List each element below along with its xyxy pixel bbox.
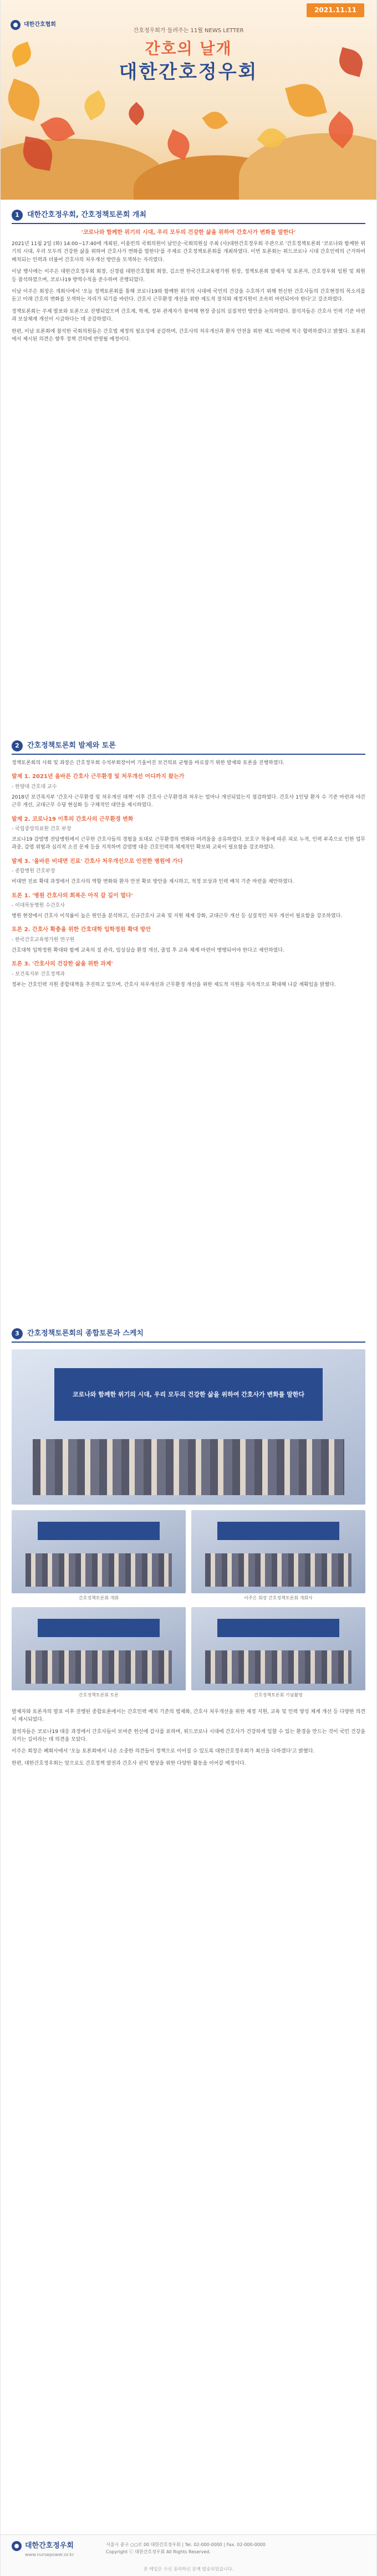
topic-presenter: - 이대목동병원 수간호사 bbox=[12, 903, 65, 909]
paragraph: 이날 행사에는 이주은 대한간호정우회 회장, 신경림 대한간호협회 회장, 김소연 한국간호교육평가원 원장, 정책토론회 발제자 및 토론자, 간호정우회 임원 및 회원 등 참석하였으며, 코로나19 방역수칙을 준수하며 진행되었다. bbox=[12, 269, 365, 283]
footer-note: 본 메일은 수신 동의하신 분께 발송되었습니다. bbox=[143, 2566, 234, 2572]
newsletter-label: 간호정우회가 들려주는 11월 NEWS LETTER bbox=[133, 28, 244, 34]
event-photo bbox=[191, 1607, 365, 1690]
topic-presenter: - 보건복지부 간호정책과 bbox=[12, 971, 65, 977]
event-banner: 코로나와 함께한 위기의 시대, 우리 모두의 건강한 삶을 위하여 간호사가 변화를 말한다 bbox=[54, 1368, 323, 1421]
photo-item bbox=[191, 1607, 365, 1699]
section-number: 2 bbox=[12, 740, 23, 751]
footer-url-link[interactable]: www.nursepower.or.kr bbox=[25, 2552, 74, 2558]
issue-date-badge: 2021.11.11 bbox=[307, 3, 364, 17]
photo-main bbox=[12, 1349, 365, 1505]
paragraph: 이날 이주은 회장은 개회사에서 '오늘 정책토론회를 통해 코로나19와 함께한 위기의 시대에 국민의 건강을 수호하기 위해 헌신한 간호사들의 간호현장의 목소리를 듣고 미래 간호의 변화를 모색하는 자리가 되기를 바란다. 간호사 근무환경 개선을 위한 제도적 장치와 재정지원이 조속히 마련되어야 한다'고 강조하였다. bbox=[12, 288, 365, 303]
footer-copyright: Copyright ⓒ 대한간호정우회 All Rights Reserved. bbox=[106, 2549, 211, 2554]
topic-title: 발제 3. '올바른 비대면 진료' 간호사 처우개선으로 안전한 병원에 가다 bbox=[12, 858, 184, 865]
topic-presenter: - 종합병원 간호부장 bbox=[12, 868, 55, 875]
org-logo-icon bbox=[12, 2541, 22, 2551]
topic-body: 병원 현장에서 간호사 이직률이 높은 원인을 분석하고, 신규간호사 교육 및 지원 체계 강화, 교대근무 개선 등 실질적인 처우 개선이 필요함을 강조하였다. bbox=[12, 913, 343, 919]
section-intro: 정책토론회의 사회 및 좌장은 간호정우회 수석부회장이며 기울어진 보건의료 균형을 바로잡기 위한 발제와 토론을 진행하였다. bbox=[12, 760, 285, 766]
newsletter-title-org: 대한간호정우회 bbox=[119, 61, 258, 83]
topic-presenter: - 국립중앙의료원 간호 부장 bbox=[12, 826, 72, 832]
paragraph: 이주은 회장은 폐회사에서 '오늘 토론회에서 나온 소중한 의견들이 정책으로 이어질 수 있도록 대한간호정우회가 최선을 다하겠다'고 밝혔다. bbox=[12, 1749, 315, 1755]
section-number: 1 bbox=[12, 210, 23, 221]
photo-item bbox=[12, 1510, 186, 1602]
footer-address bbox=[106, 2542, 266, 2556]
event-photo bbox=[12, 1510, 186, 1593]
section-header bbox=[12, 210, 365, 224]
topic-body: 2018년 보건복지부 '간호사 근무환경 및 처우개선 대책' 이후 간호사 근무환경과 처우는 얼마나 개선되었는지 점검하였다. 간호사 1인당 환자 수 기준 마련과 야간근무 개선, 교대근무 수당 현실화 등 구체적인 대안을 제시하였다. bbox=[12, 794, 365, 809]
leaf-icon bbox=[80, 90, 110, 121]
topic-title: 토론 3. '간호사의 건강한 삶을 위한 과제' bbox=[12, 961, 113, 968]
leaf-icon bbox=[163, 129, 194, 160]
section-subtitle: '코로나와 함께한 위기의 시대, 우리 모두의 건강한 삶을 위하여 간호사가 변화를 말한다' bbox=[81, 230, 296, 236]
paragraph: 참석자들은 코로나19 대응 과정에서 간호사들이 보여준 헌신에 감사를 표하며, 위드코로나 시대에 간호사가 건강하게 일할 수 있는 환경을 만드는 것이 국민 건강을 지키는 길이라는 데 의견을 모았다. bbox=[12, 1729, 365, 1742]
topic-title: 토론 1. '병원 간호사의 회복은 아직 갈 길이 멀다' bbox=[12, 892, 133, 899]
topic-body: 간호대학 입학정원 확대와 함께 교육의 질 관리, 임상실습 환경 개선, 졸업 후 교육 체계 마련이 병행되어야 한다고 제언하였다. bbox=[12, 947, 284, 953]
paragraph: 정책토론회는 주제 발표와 토론으로 진행되었으며 간호계, 학계, 정부 관계자가 참여해 현장 중심의 실질적인 방안을 논의하였다. 참석자들은 간호사 인력 기준 마련과 보상체계 개선이 시급하다는 데 공감하였다. bbox=[12, 308, 365, 323]
org-logo-text: 대한간호협회 bbox=[24, 22, 56, 28]
topic-title: 발제 2. 코로나19 이후의 간호사의 근무환경 변화 bbox=[12, 816, 134, 822]
section-title: 간호정책토론회 발제와 토론 bbox=[27, 741, 116, 750]
section-header bbox=[12, 740, 365, 755]
event-photo bbox=[12, 1607, 186, 1690]
section-3-body bbox=[12, 1708, 365, 1767]
photo-caption: 간호정책토론회 기념촬영 bbox=[254, 1693, 303, 1698]
paragraph: 2021년 11월 2일 (화) 14:00~17:40에 개최된, 이용빈의 국회의원이 남인순·국회의원실 주최 (사)대한간호정우회 주관으로 '간호정책토론회 '코로나와 함께한 위기의 시대, 우리 모두의 건강한 삶을 위하여 간호사가 변화를 말한다'를 주제로 간호정책토론회를 개최하였다. 이번 토론회는 위드코로나 시대 간호인력의 근거하여 배치되는 인력과 더불어 간호사의 처우개선 방안을 모색하는 자리였다. bbox=[12, 241, 365, 263]
newsletter-footer bbox=[1, 2534, 376, 2576]
footer-address-line: 서울시 중구 ○○로 00 대한간호정우회 | Tel. 02-000-0000 | Fax. 02-000-0000 bbox=[106, 2542, 266, 2547]
topic-title: 발제 1. 2021년 올바른 간호사 근무환경 및 처우개선 어디까지 왔는가 bbox=[12, 774, 185, 780]
photo-caption: 이주은 회장 간호정책토론회 개회사 bbox=[244, 1596, 313, 1601]
photo-caption: 간호정책토론회 토론 bbox=[78, 1693, 119, 1698]
photo-item bbox=[12, 1607, 186, 1699]
photo-caption: 간호정책토론회 개회 bbox=[78, 1596, 119, 1601]
newsletter-header bbox=[1, 0, 376, 200]
topic-presenter: - 한국간호교육평가원 연구원 bbox=[12, 937, 75, 943]
section-number: 3 bbox=[12, 1328, 23, 1339]
footer-org-name: 대한간호정우회 bbox=[25, 2542, 74, 2550]
section-title: 간호정책토론회의 종합토론과 스케치 bbox=[27, 1329, 144, 1338]
decor-hill bbox=[239, 133, 376, 200]
topic-body: 코로나19 감염병 전담병원에서 근무한 간호사들의 경험을 토대로 근무환경의 변화와 어려움을 공유하였다. 보호구 착용에 따른 피로 누적, 인력 부족으로 인한 업무 과중, 감염 위험과 심리적 소진 문제 등을 지적하며 감염병 대응 간호인력의 체계적인 확보와 교육이 필요함을 강조하였다. bbox=[12, 837, 365, 851]
photo-item bbox=[191, 1510, 365, 1602]
leaf-icon bbox=[202, 107, 228, 133]
section-header bbox=[12, 1328, 365, 1343]
newsletter-title-main: 간호의 날개 bbox=[145, 39, 232, 58]
topic-presenter: - 한양대 간호대 교수 bbox=[12, 784, 57, 790]
paragraph: 발제자와 토론자의 발표 이후 진행된 종합토론에서는 간호인력 배치 기준의 법제화, 간호사 처우개선을 위한 재정 지원, 교육 및 인력 양성 체계 개선 등 다양한 의견이 제시되었다. bbox=[12, 1709, 365, 1723]
event-photo bbox=[191, 1510, 365, 1593]
photo-people bbox=[33, 1439, 344, 1495]
topic-body: 정부는 간호인력 지원 종합대책을 추진하고 있으며, 간호사 처우개선과 근무환경 개선을 위한 제도적 지원을 지속적으로 확대해 나갈 계획임을 밝혔다. bbox=[12, 982, 336, 988]
section-1 bbox=[12, 210, 365, 347]
topic-body: 비대면 진료 확대 과정에서 간호사의 역할 변화와 환자 안전 확보 방안을 제시하고, 적정 보상과 인력 배치 기준 마련을 제안하였다. bbox=[12, 879, 294, 885]
leaf-icon bbox=[125, 102, 148, 125]
paragraph: 한편, 이날 토론회에 참석한 국회의원들은 간호법 제정의 필요성에 공감하며, 간호사의 처우개선과 환자 안전을 위한 제도 마련에 적극 협력하겠다고 밝혔다. 토론회에서 제시된 의견은 향후 정책 건의에 반영될 예정이다. bbox=[12, 328, 365, 342]
paragraph: 한편, 대한간호정우회는 앞으로도 간호정책 발전과 간호사 권익 향상을 위한 다양한 활동을 이어갈 예정이다. bbox=[12, 1760, 246, 1766]
topic-title: 토론 2. 간호사 확충을 위한 간호대학 입학정원 확대 방안 bbox=[12, 927, 151, 933]
section-2 bbox=[12, 740, 365, 993]
section-title: 대한간호정우회, 간호정책토론회 개최 bbox=[27, 210, 146, 219]
photo-grid bbox=[12, 1510, 365, 1699]
section-3 bbox=[12, 1328, 365, 1771]
